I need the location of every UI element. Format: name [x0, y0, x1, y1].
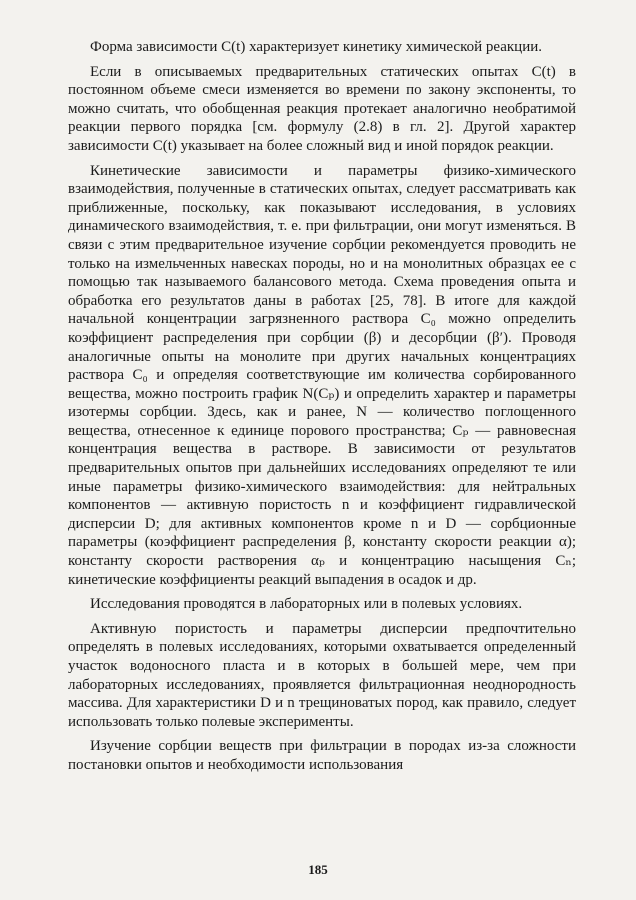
paragraph-1: Форма зависимости C(t) характеризует кинетику химической реакции.	[90, 39, 542, 55]
paragraph-2: Если в описываемых предварительных статических опытах C(t) в постоянном объеме смеси изменяется во времени по закону экспоненты, то можно считать, что обобщенная реакция протекает аналогично необратимой реакции первого порядка [см. формулу (2.8) в гл. 2]. Другой характер зависимости C(t) указывает на более сложный вид и иной порядок реакции.	[68, 63, 576, 154]
page-body	[68, 38, 576, 781]
paragraph-5: Активную пористость и параметры дисперсии предпочтительно определять в полевых исследованиях, которыми охватывается определенный участок водоносного пласта и в которых в большей мере, чем при лабораторных исследованиях, проявляется фильтрационная неоднородность массива. Для характеристики D и n трещиноватых пород, как правило, следует использовать только полевые эксперименты.	[68, 620, 576, 730]
paragraph-6: Изучение сорбции веществ при фильтрации в породах из-за сложности постановки опытов и необходимости использования	[68, 738, 576, 773]
paragraph-3: Кинетические зависимости и параметры физико-химического взаимодействия, полученные в статических опытах, следует рассматривать как приближенные, поскольку, как показывают исследования, в условиях динамического взаимодействия, т. е. при фильтрации, они могут изменяться. В связи с этим предварительное изучение сорбции рекомендуется проводить не только на измельченных навесках породы, но и на монолитных образцах ее с помощью так называемого балансового метода. Схема проведения опыта и обработка его результатов даны в работах [25, 78]. В итоге для каждой начальной концентрации загрязненного раствора C₀ можно определить коэффициент распределения при сорбции (β) и десорбции (β′). Проводя аналогичные опыты на монолите при других начальных концентрациях раствора C₀ и определяя соответствующие им количества сорбированного вещества, можно построить график N(Cₚ) и определить характер и параметры изотермы сорбции. Здесь, как и ранее, N — количество поглощенного вещества, отнесенное к единице порового пространства; Cₚ — равновесная концентрация вещества в растворе. В зависимости от результатов предварительных опытов при дальнейших исследованиях определяют те или иные параметры физико-химического взаимодействия: для нейтральных компонентов — активную пористость n и коэффициент гидравлической дисперсии D; для активных компонентов кроме n и D — сорбционные параметры (коэффициент распределения β, константу скорости реакции α); константу скорости растворения αₚ и концентрацию насыщения Cₙ; кинетические коэффициенты реакций выпадения в осадок и др.	[68, 162, 576, 588]
paragraph-4: Исследования проводятся в лабораторных или в полевых условиях.	[90, 596, 523, 613]
page-number: 185	[308, 862, 328, 877]
